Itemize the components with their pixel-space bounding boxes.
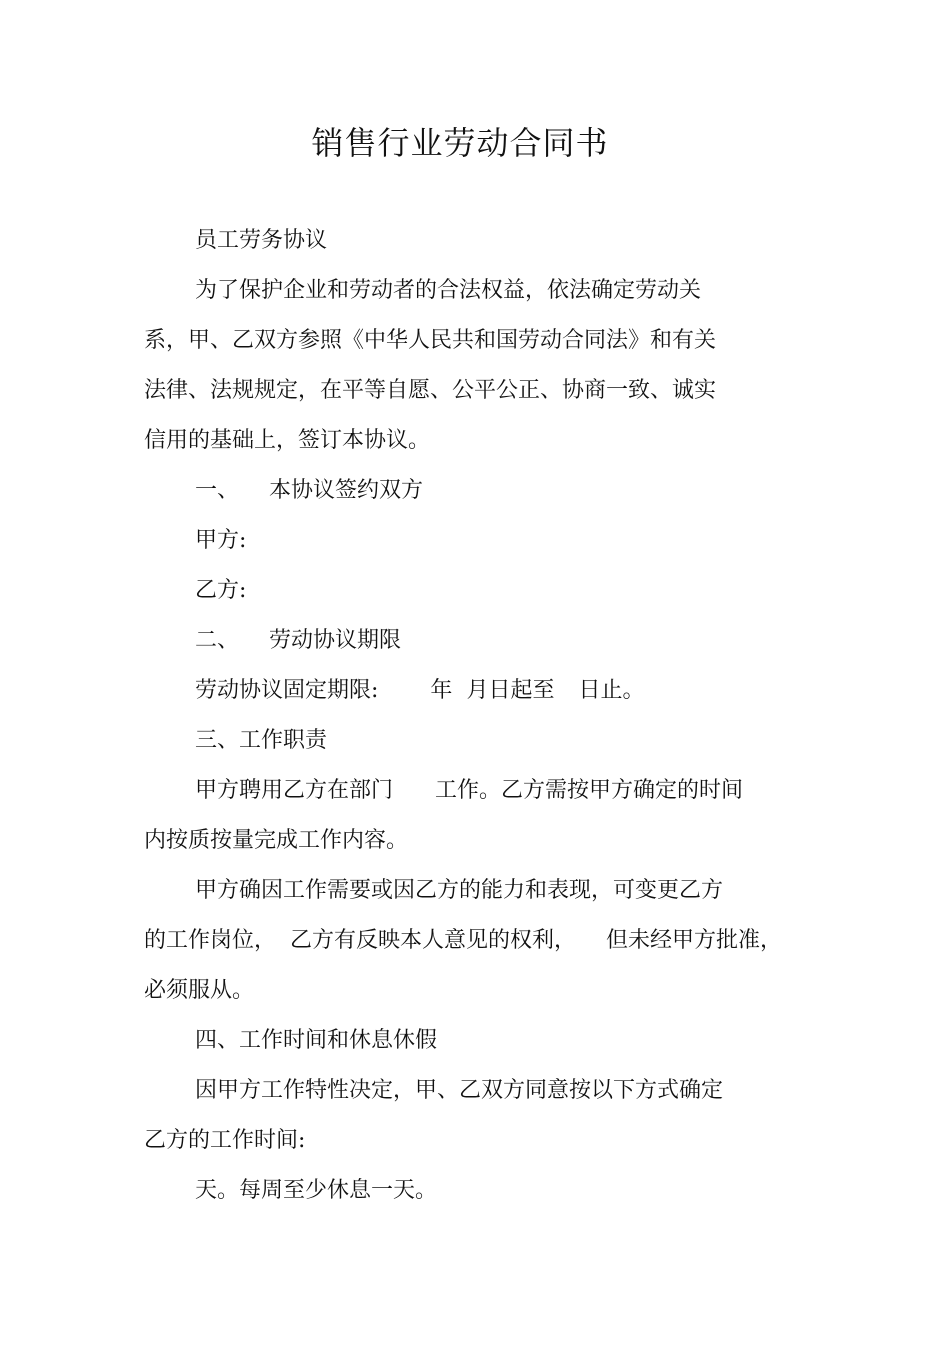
section-heading-4: 四、工作时间和休息休假 (195, 1028, 438, 1053)
term-end: 日止。 (578, 678, 645, 703)
paragraph-line (195, 776, 743, 806)
term-month-day: 月日起至 (466, 678, 555, 703)
paragraph-line: 内按质按量完成工作内容。 (144, 828, 409, 853)
text-segment: 工作。乙方需按甲方确定的时间 (435, 778, 744, 803)
section-heading-1 (195, 476, 423, 506)
paragraph-line: 信用的基础上，签订本协议。 (144, 428, 431, 453)
term-year: 年 (430, 678, 453, 703)
paragraph-line: 必须服从。 (144, 978, 255, 1003)
text-segment: 的工作岗位， (144, 928, 277, 953)
paragraph-line: 乙方的工作时间: (144, 1128, 306, 1153)
paragraph-line: 为了保护企业和劳动者的合法权益，依法确定劳动关 (195, 278, 702, 303)
section-heading-3: 三、工作职责 (195, 728, 328, 753)
document-title: 销售行业劳动合同书 (311, 124, 609, 162)
paragraph-line: 系，甲、乙双方参照《中华人民共和国劳动合同法》和有关 (144, 328, 717, 353)
section-number: 一、 (195, 478, 240, 503)
text-segment: 甲方聘用乙方在部门 (195, 778, 394, 803)
text-segment: 乙方有反映本人意见的权利， (290, 928, 577, 953)
paragraph-line: 法律、法规规定，在平等自愿、公平公正、协商一致、诚实 (144, 378, 717, 403)
term-line (195, 676, 644, 706)
paragraph-line (144, 926, 782, 956)
paragraph-line: 天。每周至少休息一天。 (195, 1178, 438, 1203)
section-title: 本协议签约双方 (269, 478, 424, 503)
party-a-label: 甲方: (195, 528, 247, 553)
subtitle-agreement: 员工劳务协议 (195, 228, 328, 253)
paragraph-line: 因甲方工作特性决定，甲、乙双方同意按以下方式确定 (195, 1078, 724, 1103)
section-number: 二、 (195, 628, 240, 653)
term-label: 劳动协议固定期限: (195, 678, 379, 703)
text-segment: 但未经甲方批准， (606, 928, 783, 953)
party-b-label: 乙方: (195, 578, 247, 603)
section-title: 劳动协议期限 (269, 628, 402, 653)
paragraph-line: 甲方确因工作需要或因乙方的能力和表现，可变更乙方 (195, 878, 724, 903)
section-heading-2 (195, 626, 401, 656)
